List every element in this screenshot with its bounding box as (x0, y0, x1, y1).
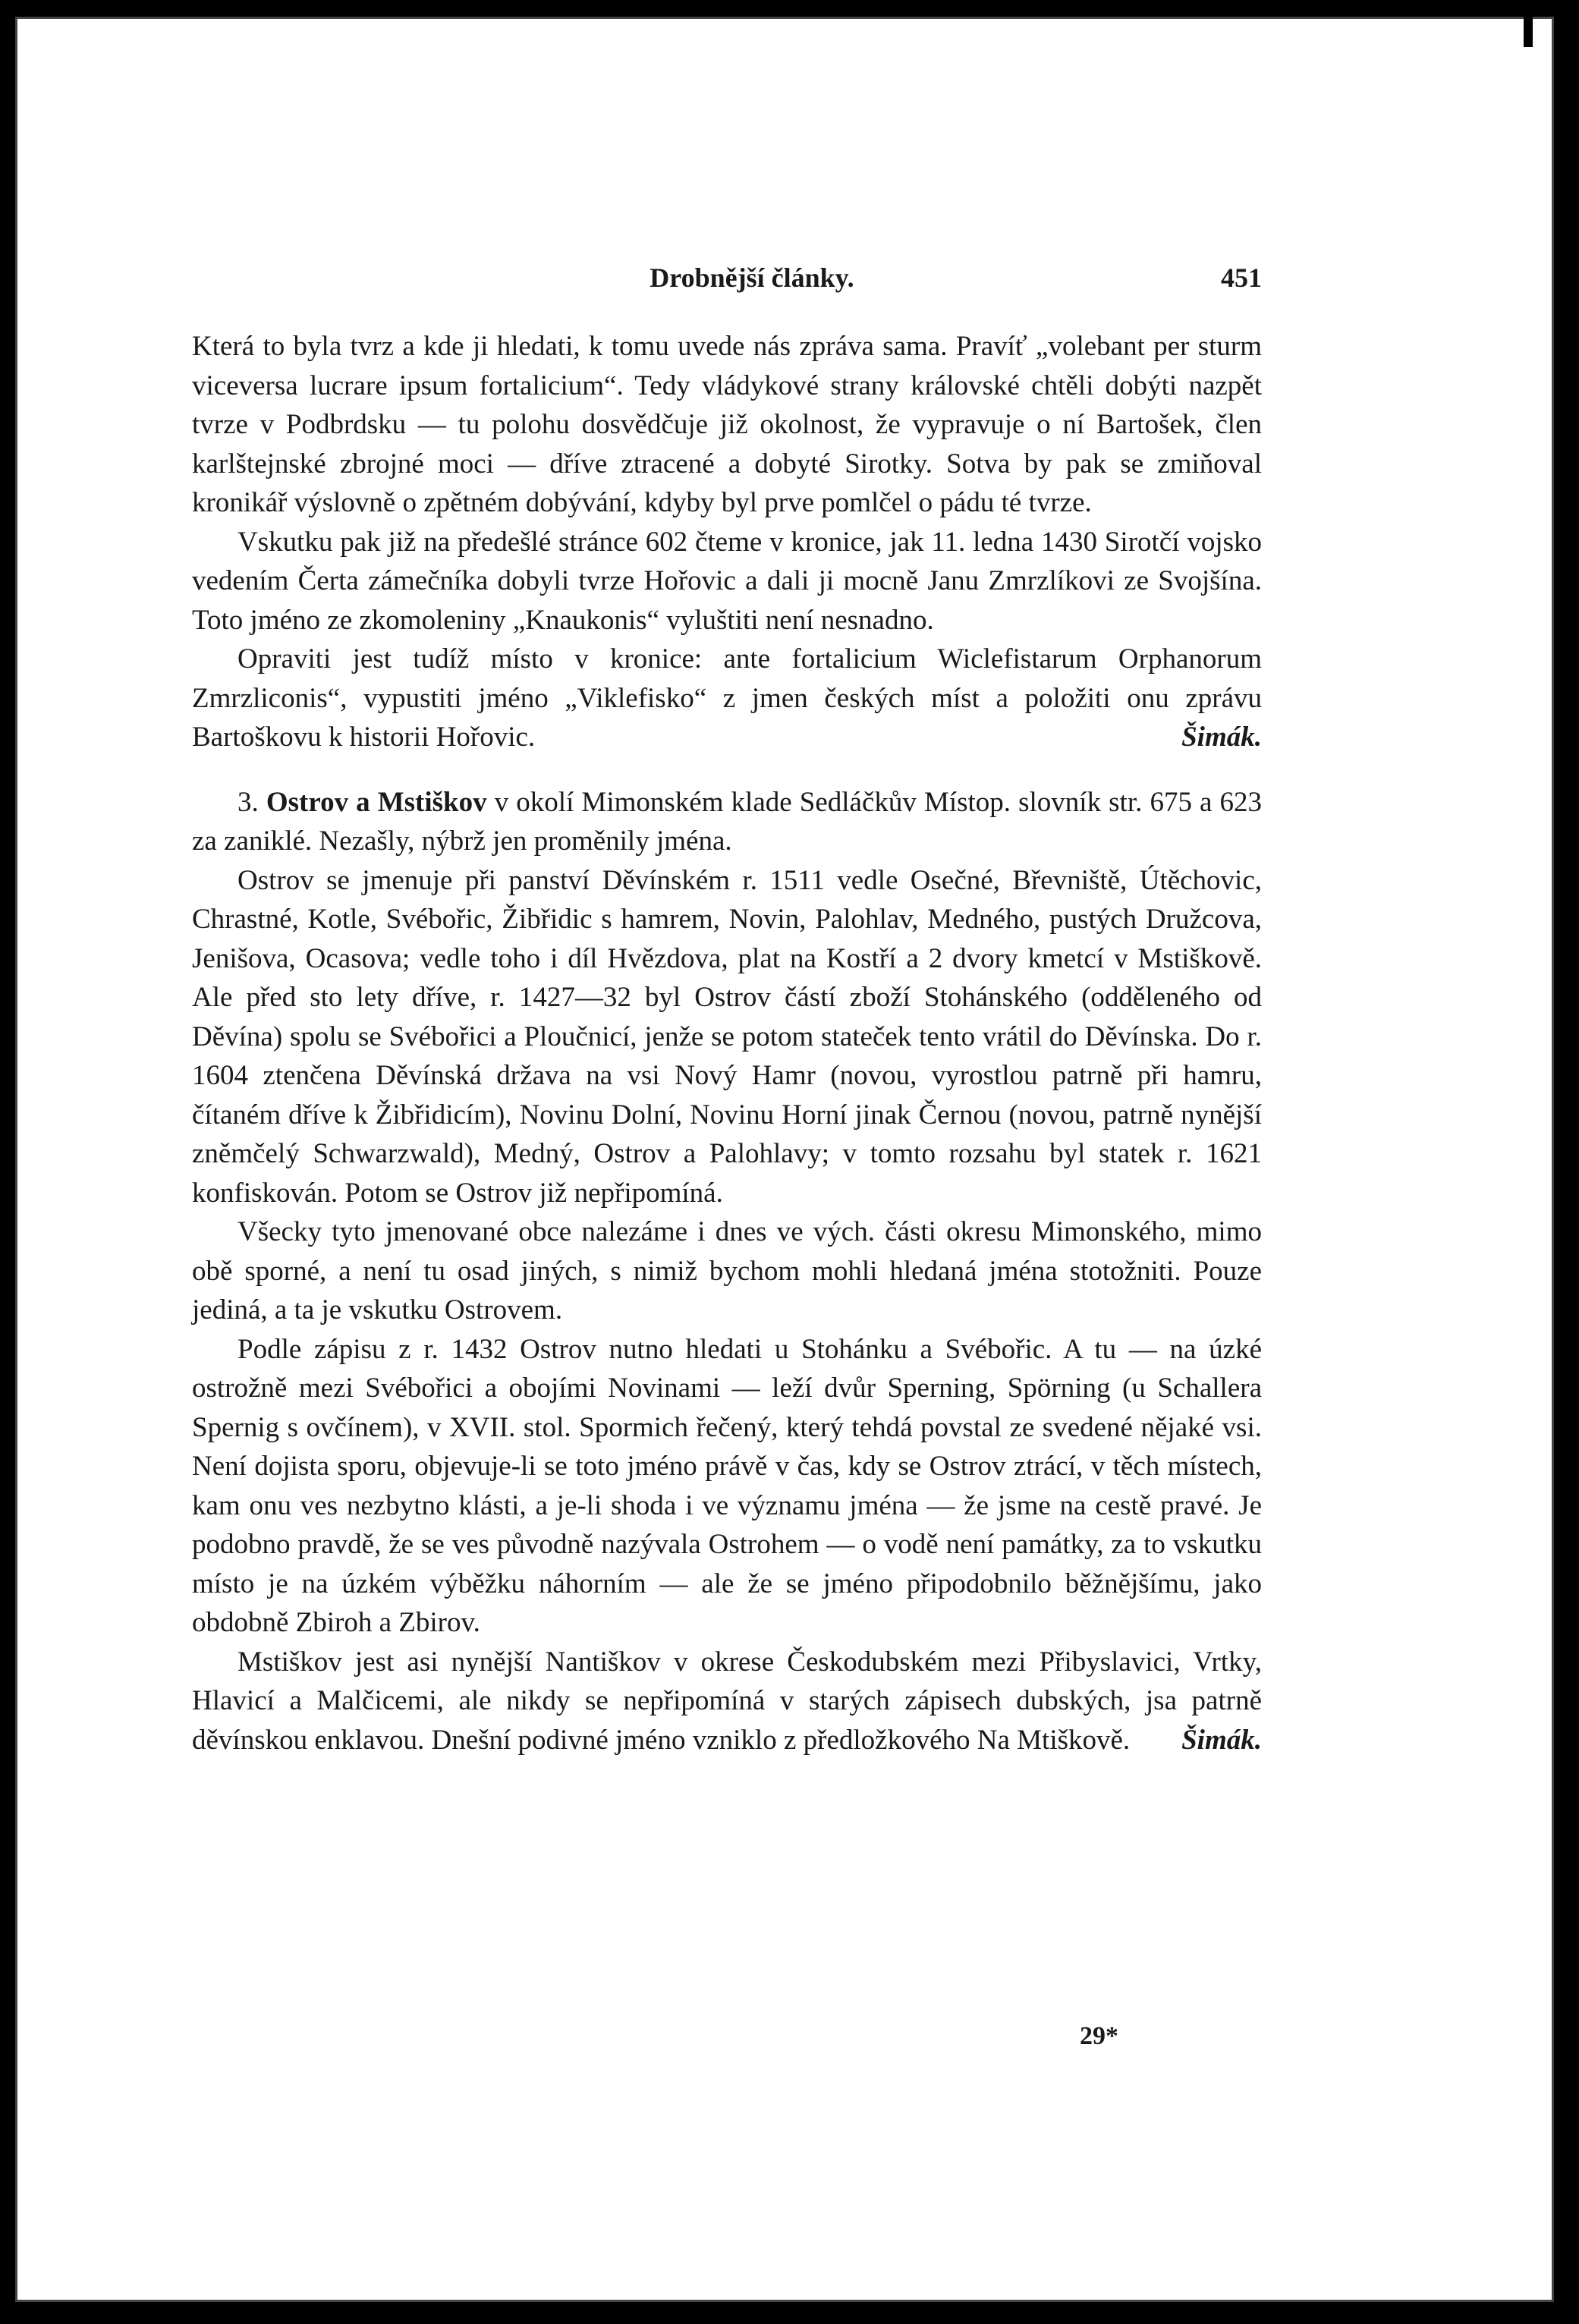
section-3-intro: v okolí Mimonském klade Sedláčkův Místop. slovník str. 675 a 623 za zaniklé. Nezašly, nýbrž jen proměnily jména. (192, 786, 1263, 857)
author-signature-1: Šimák. (1181, 722, 1262, 753)
text-block (192, 262, 1262, 1760)
page-number: 451 (1221, 263, 1262, 293)
section-title: Ostrov a Mstiškov (266, 786, 487, 818)
paragraph-2: Vskutku pak již na předešlé stránce 602 čteme v kronice, jak 11. ledna 1430 Sirotčí vojsko vedením Čerta zámečníka dobyli tvrze Hořovic a dali ji mocně Janu Zmrzlíkovi ze Svojšína. Toto jméno ze zkomoleniny „Knaukonis“ vyluštiti není nesnadno. (192, 526, 1262, 636)
section-3-paragraph-4: Podle zápisu z r. 1432 Ostrov nutno hledati u Stohánku a Svébořic. A tu — na úzké ostrožně mezi Svébořici a obojími Novinami — leží dvůr Sperning, Spörning (u Schallera Spernig s ovčínem), v XVII. stol. Spormich řečený, který tehdá povstal ze svedené nějaké vsi. Není dojista sporu, objevuje-li se toto jméno právě v čas, kdy se Ostrov ztrácí, v těch místech, kam onu ves nezbytno klásti, a je-li shoda i ve významu jména — že jsme na cestě pravé. Je podobno pravdě, že se ves původně nazývala Ostrohem — o vodě není památky, za to vskutku místo je na úzkém výběžku náhorním — ale že se jméno připodobnilo běžnějšímu, jako obdobně Zbiroh a Zbirov. (192, 1333, 1262, 1638)
signature-mark: 29* (1080, 2022, 1118, 2050)
section-3-paragraph-1 (192, 783, 1262, 861)
section-3-paragraph-3: Všecky tyto jmenované obce nalezáme i dnes ve vých. části okresu Mimonského, mimo obě sporné, a není tu osad jiných, s nimiž bychom mohli hledaná jména stotožniti. Pouze jediná, a ta je vskutku Ostrovem. (192, 1216, 1262, 1326)
page-header (192, 262, 1262, 307)
section-number: 3. (237, 786, 259, 818)
paragraph-3 (192, 640, 1262, 757)
author-signature-2: Šimák. (1181, 1724, 1262, 1756)
paragraph-1: Která to byla tvrz a kde ji hledati, k tomu uvede nás zpráva sama. Pravíť „volebant per sturm viceversa lucrare ipsum fortalicium“. Tedy vládykové strany královské chtěli dobýti nazpět tvrze v Podbrdsku — tu polohu dosvědčuje již okolnost, že vypravuje o ní Bartošek, člen karlštejnské zbrojné moci — dříve ztracené a dobyté Sirotky. Sotva by pak se zmiňoval kronikář výslovně o zpětném dobývání, kdyby byl prve pomlčel o pádu té tvrze. (192, 331, 1262, 518)
paragraph-3-text: Opraviti jest tudíž místo v kronice: ante fortalicium Wiclefistarum Orphanorum Zmrzliconis“, vypustiti jméno „Viklefisko“ z jmen českých míst a položiti onu zprávu Bartoškovu k historii Hořovic. (192, 643, 1262, 753)
running-head: Drobnější články. (650, 263, 854, 293)
section-3-paragraph-2: Ostrov se jmenuje při panství Děvínském r. 1511 vedle Osečné, Břevniště, Útěchovic, Chrastné, Kotle, Svébořic, Žibřidic s hamrem, Novin, Palohlav, Medného, pustých Družcova, Jenišova, Ocasova; vedle toho i díl Hvězdova, plat na Kostří a 2 dvory kmetcí v Mstiškově. Ale před sto lety dříve, r. 1427—32 byl Ostrov částí zboží Stohánského (odděleného od Děvína) spolu se Svébořici a Ploučnicí, jenže se potom stateček tento vrátil do Děvínska. Do r. 1604 ztenčena Děvínská država na vsi Nový Hamr (novou, vyrostlou patrně při hamru, čítaném dříve k Žibřidicím), Novinu Dolní, Novinu Horní jinak Černou (novou, patrně nynější zněmčelý Schwarzwald), Medný, Ostrov a Palohlavy; v tomto rozsahu byl statek r. 1621 konfiskován. Potom se Ostrov již nepřipomíná. (192, 864, 1262, 1209)
page-sheet (15, 17, 1554, 2302)
section-3-paragraph-5 (192, 1643, 1262, 1760)
section-3-paragraph-5-text: Mstiškov jest asi nynější Nantiškov v okrese Českodubském mezi Přibyslavici, Vrtky, Hlavicí a Malčicemi, ale nikdy se nepřipomíná v starých zápisech dubských, jsa patrně děvínskou enklavou. Dnešní podivné jméno vzniklo z předložkového Na Mtiškově. (192, 1646, 1262, 1756)
scan-edge-mark (1524, 17, 1533, 47)
